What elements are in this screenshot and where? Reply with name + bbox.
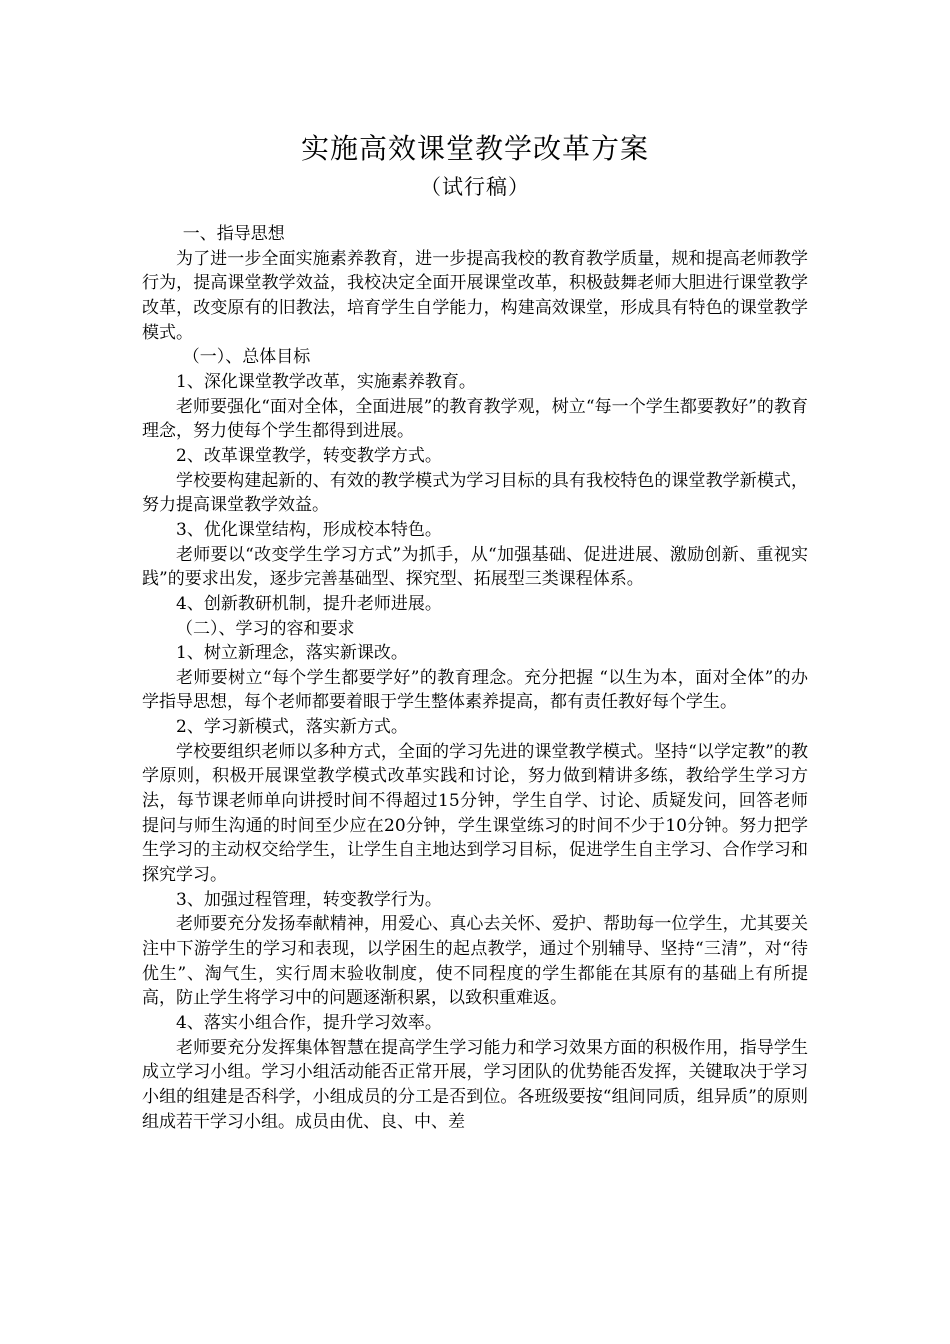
list-item-heading: 1、树立新理念，落实新课改。 xyxy=(176,643,408,664)
subsection-heading: （二）、学习的容和要求 xyxy=(176,618,355,639)
list-item-heading: 1、深化课堂教学改革，实施素养教育。 xyxy=(176,371,476,392)
body-paragraph: 老师要强化“面对全体，全面进展”的教育教学观，树立“每一个学生都要教好”的教育理念，努力使每个学生都得到进展。 xyxy=(142,396,808,442)
list-item-heading: 2、学习新模式，落实新方式。 xyxy=(176,717,408,738)
body-paragraph: 学校要构建起新的、有效的教学模式为学习目标的具有我校特色的课堂教学新模式，努力提高课堂教学效益。 xyxy=(142,470,808,516)
body-paragraph: 学校要组织老师以多种方式，全面的学习先进的课堂教学模式。坚持“以学定教”的教学原则，积极开展课堂教学模式改革实践和讨论，努力做到精讲多练，教给学生学习方法，每节课老师单向讲授时间不得超过15分钟，学生自学、讨论、质疑发问，回答老师提问与师生沟通的时间至少应在20分钟，学生课堂练习的时间不少于10分钟。努力把学生学习的主动权交给学生，让学生自主地达到学习目标，促进学生自主学习、合作学习和探究学习。 xyxy=(142,741,808,886)
list-item-heading: 2、改革课堂教学，转变教学方式。 xyxy=(176,445,442,466)
body-paragraph: 为了进一步全面实施素养教育，进一步提高我校的教育教学质量，规和提高老师教学行为，提高课堂教学效益，我校决定全面开展课堂改革，积极鼓舞老师大胆进行课堂教学改革，改变原有的旧教法，培育学生自学能力，构建高效课堂，形成具有特色的课堂教学模式。 xyxy=(142,248,808,343)
body-paragraph: 老师要以“改变学生学习方式”为抓手，从“加强基础、促进进展、激励创新、重视实践”的要求出发，逐步完善基础型、探究型、拓展型三类课程体系。 xyxy=(142,544,808,590)
list-item-heading: 3、加强过程管理，转变教学行为。 xyxy=(176,889,442,910)
body-paragraph: 老师要充分发挥集体智慧在提高学生学习能力和学习效果方面的积极作用，指导学生成立学习小组。学习小组活动能否正常开展，学习团队的优势能否发挥，关键取决于学习小组的组建是否科学，小组成员的分工是否到位。各班级要按“组间同质，组异质”的原则组成若干学习小组。成员由优、良、中、差 xyxy=(142,1037,808,1132)
body-paragraph: 老师要充分发扬奉献精神，用爱心、真心去关怀、爱护、帮助每一位学生，尤其要关注中下游学生的学习和表现，以学困生的起点教学，通过个别辅导、坚持“三清”，对“待优生”、淘气生，实行周末验收制度，使不同程度的学生都能在其原有的基础上有所提高，防止学生将学习中的问题逐渐积累，以致积重难返。 xyxy=(142,914,808,1009)
document-subtitle: （试行稿） xyxy=(420,175,530,199)
document-title: 实施高效课堂教学改革方案 xyxy=(300,132,649,165)
list-item-heading: 4、落实小组合作，提升学习效率。 xyxy=(176,1013,442,1033)
section-heading: 一、指导思想 xyxy=(182,224,285,244)
document-body xyxy=(142,222,808,1134)
body-paragraph: 老师要树立“每个学生都要学好”的教育理念。充分把握 “以生为本，面对全体”的办学指导思想，每个老师都要着眼于学生整体素养提高，都有责任教好每个学生。 xyxy=(142,667,808,713)
list-item-heading: 3、优化课堂结构，形成校本特色。 xyxy=(176,519,442,540)
subsection-heading: （一）、总体目标 xyxy=(182,347,311,368)
list-item-heading: 4、创新教研机制，提升老师进展。 xyxy=(176,593,442,614)
